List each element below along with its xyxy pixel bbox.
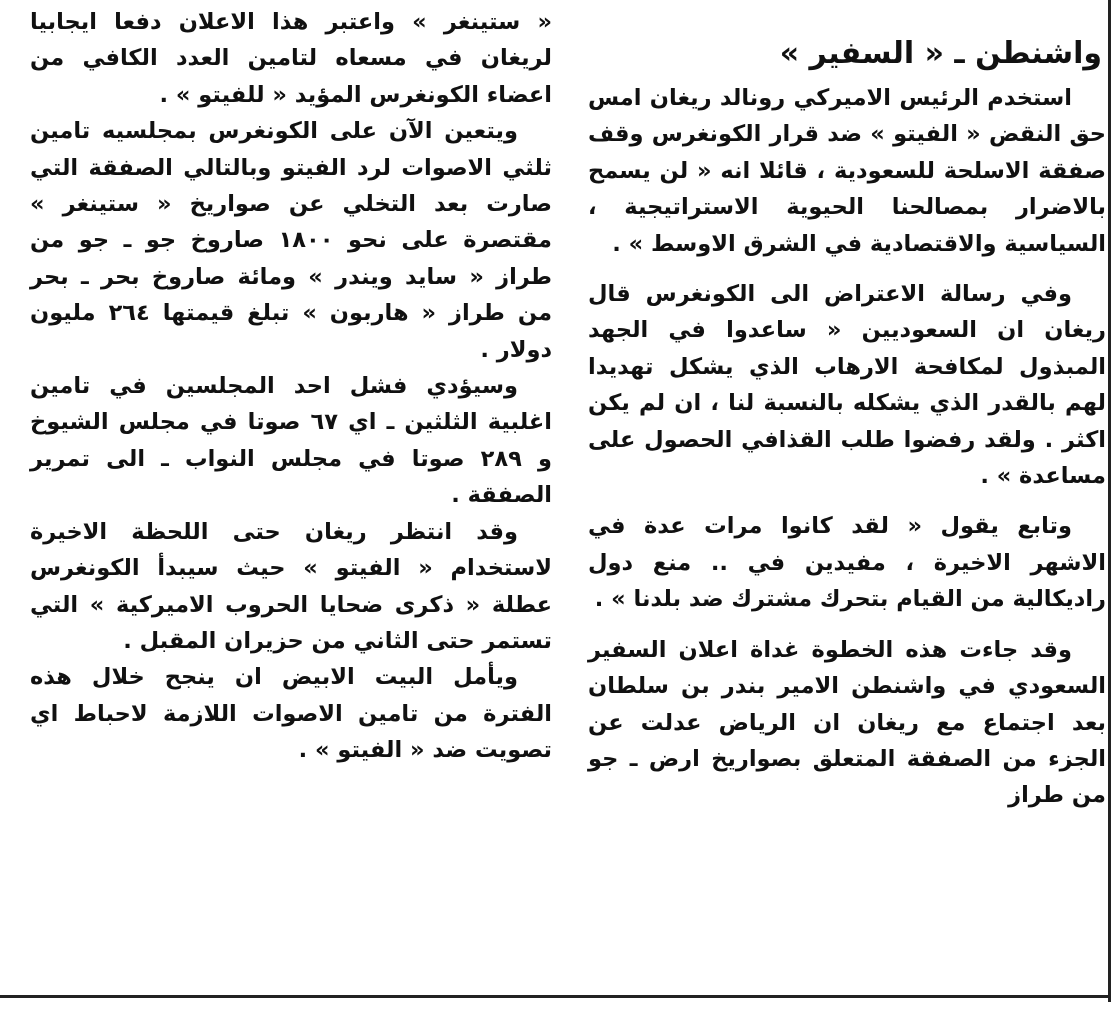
paragraph: « ستينغر » واعتبر هذا الاعلان دفعا ايجابيا لريغان في مسعاه لتامين العدد الكافي من اعضاء الكونغرس المؤيد « للفيتو » . bbox=[30, 9, 552, 108]
bottom-rule bbox=[0, 995, 1108, 998]
paragraph: وتابع يقول « لقد كانوا مرات عدة في الاشهر الاخيرة ، مفيدين في .. منع دول راديكالية من القيام بتحرك مشترك ضد بلدنا » . bbox=[588, 513, 1106, 613]
paragraph: وقد انتظر ريغان حتى اللحظة الاخيرة لاستخدام « الفيتو » حيث سيبدأ الكونغرس عطلة « ذكرى ضحايا الحروب الاميركية » التي تستمر حتى الثاني من حزيران المقبل . bbox=[30, 518, 552, 654]
right-column bbox=[588, 28, 1106, 828]
paragraph: ويأمل البيت الابيض ان ينجح خلال هذه الفترة من تامين الاصوات اللازمة لاحباط اي تصويت ضد « الفيتو » . bbox=[30, 664, 552, 764]
paragraph: وسيؤدي فشل احد المجلسين في تامين اغلبية الثلثين ـ اي ٦٧ صوتا في مجلس الشيوخ و ٢٨٩ صوتا في مجلس النواب ـ الى تمرير الصفقة . bbox=[30, 373, 552, 509]
article-headline: واشنطن ـ « السفير » bbox=[779, 36, 1102, 71]
left-column bbox=[30, 4, 552, 769]
paragraph: ويتعين الآن على الكونغرس بمجلسيه تامين ثلثي الاصوات لرد الفيتو وبالتالي الصفقة التي صارت بعد التخلي عن صواريخ « ستينغر » مقتصرة على نحو ١٨٠٠ صاروخ جو ـ جو من طراز « سايد ويندر » ومائة صاروخ بحر ـ بحر من طراز « هاربون » تبلغ قيمتها ٢٦٤ مليون دولار . bbox=[30, 118, 553, 363]
paragraph: استخدم الرئيس الاميركي رونالد ريغان امس حق النقض « الفيتو » ضد قرار الكونغرس وقف صفقة الاسلحة للسعودية ، قائلا انه « لن يسمح بالاضرار بمصالحنا الحيوية الاستراتيجية ، السياسية والاقتصادية في الشرق الاوسط » . bbox=[588, 85, 1106, 257]
paragraph: وقد جاءت هذه الخطوة غداة اعلان السفير السعودي في واشنطن الامير بندر بن سلطان بعد اجتماع مع ريغان ان الرياض عدلت عن الجزء من الصفقة المتعلق بصواريخ ارض ـ جو من طراز bbox=[588, 636, 1106, 809]
paragraph: وفي رسالة الاعتراض الى الكونغرس قال ريغان ان السعوديين « ساعدوا في الجهد المبذول لمكافحة الارهاب الذي يشكل تهديدا لهم بالقدر الذي يشكله بالنسبة لنا ، ان لم يكن اكثر . ولقد رفضوا طلب القذافي الحصول على مساعدة » . bbox=[588, 281, 1106, 490]
vertical-rule bbox=[1108, 0, 1111, 1002]
